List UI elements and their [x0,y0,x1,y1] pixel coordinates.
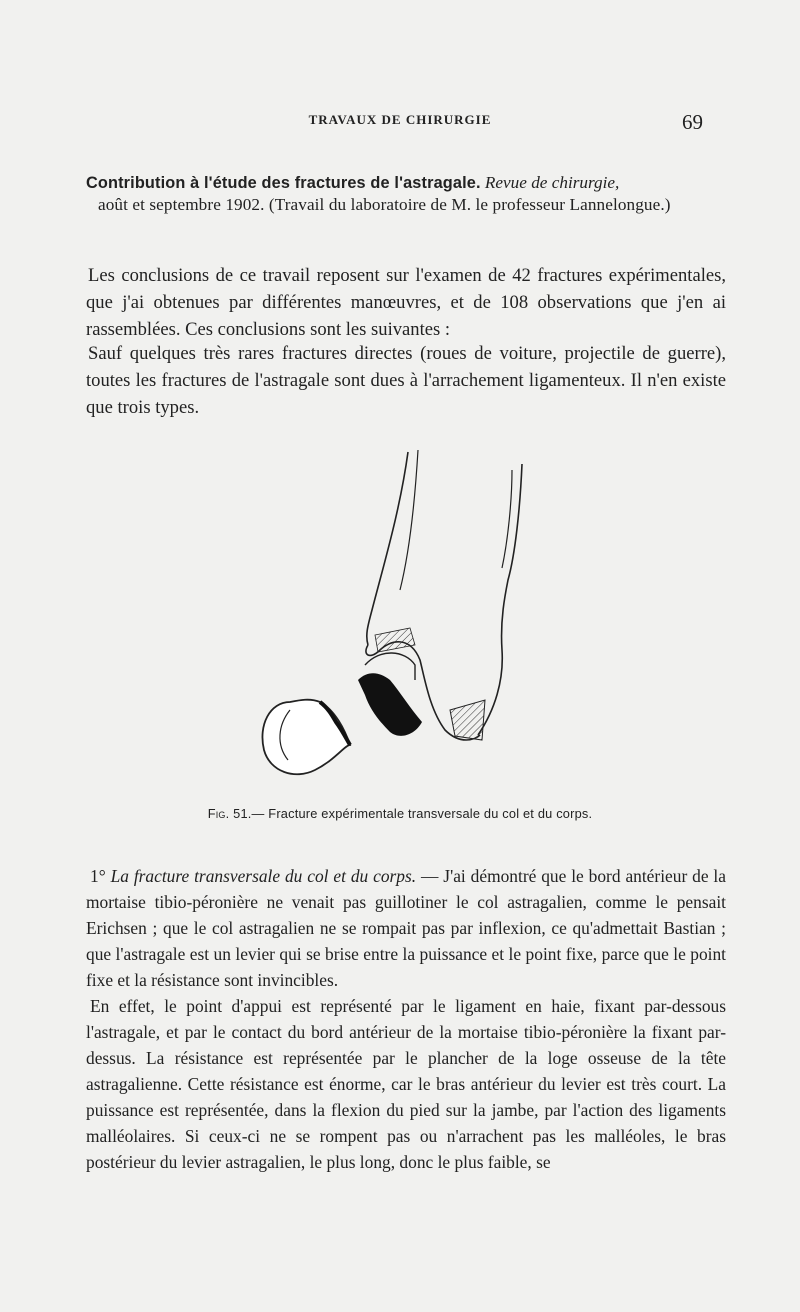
figure-illustration [250,440,550,790]
hatched-region [450,700,485,740]
bibliographic-entry [86,172,726,216]
entry-details: août et septembre 1902. (Travail du laboratoire de M. le professeur Lannelongue.) [98,195,671,214]
tibia-inner-line [400,450,418,590]
paragraph-types: Sauf quelques très rares fractures directes (roues de voiture, projectile de guerre), toutes les fractures de l'astragale sont dues à l'arrachement ligamenteux. Il n'en existe que trois types. [86,343,726,418]
fracture-drawing [250,440,550,790]
entry-journal: Revue de chirurgie, [484,173,620,192]
section-heading: La fracture transversale du col et du corps. [110,866,417,886]
fracture-black-fragment [358,673,422,736]
fibula-inner [502,470,512,568]
page-number: 69 [682,110,703,134]
entry-title: Contribution à l'étude des fractures de l'astragale. [86,174,481,192]
section-transverse-fracture [86,863,726,1175]
paragraph-conclusions: Les conclusions de ce travail reposent sur l'examen de 42 fractures expérimentales, que j'ai obtenues par différentes manœuvres, et de 108 observations que j'en ai rassemblées. Ces conclusions sont les suivantes : [86,265,726,340]
talus-head [262,700,350,775]
section-body: En effet, le point d'appui est représenté par le ligament en haie, fixant par-dessous l'astragale, et par le contact du bord antérieur de la mortaise tibio-péronière la fixant par-dessus. La résistance est représentée par le plancher de la loge osseuse de la tête astragalienne. Cette résistance est énorme, car le bras antérieur du levier est très court. La puissance est représentée, dans la flexion du pied sur la jambe, par l'action des ligaments malléolaires. Si ceux-ci ne se rompent pas ou n'arrachent pas les malléoles, le bras postérieur du levier astragalien, le plus long, donc le plus faible, se [86,996,726,1172]
fibula-outline [478,464,522,735]
figure-label: Fig. 51. [207,806,252,821]
tibia-outline [367,452,408,645]
section-lead-text: — J'ai démontré que le bord antérieur de la mortaise tibio-péronière ne venait pas guillotiner le col astragalien, comme le pensait Erichsen ; que le col astragalien ne se rompait pas par inflexion, ce qu'admettait Bastian ; que l'astragale est un levier qui se brise entre la puissance et le point fixe, parce que le point fixe et la résistance sont invincibles. [86,866,726,990]
hatched-upper [375,628,415,652]
figure-caption [0,806,800,821]
running-head: TRAVAUX DE CHIRURGIE [308,112,492,127]
section-number: 1° [90,866,106,886]
figure-caption-text: — Fracture expérimentale transversale du col et du corps. [251,806,593,821]
